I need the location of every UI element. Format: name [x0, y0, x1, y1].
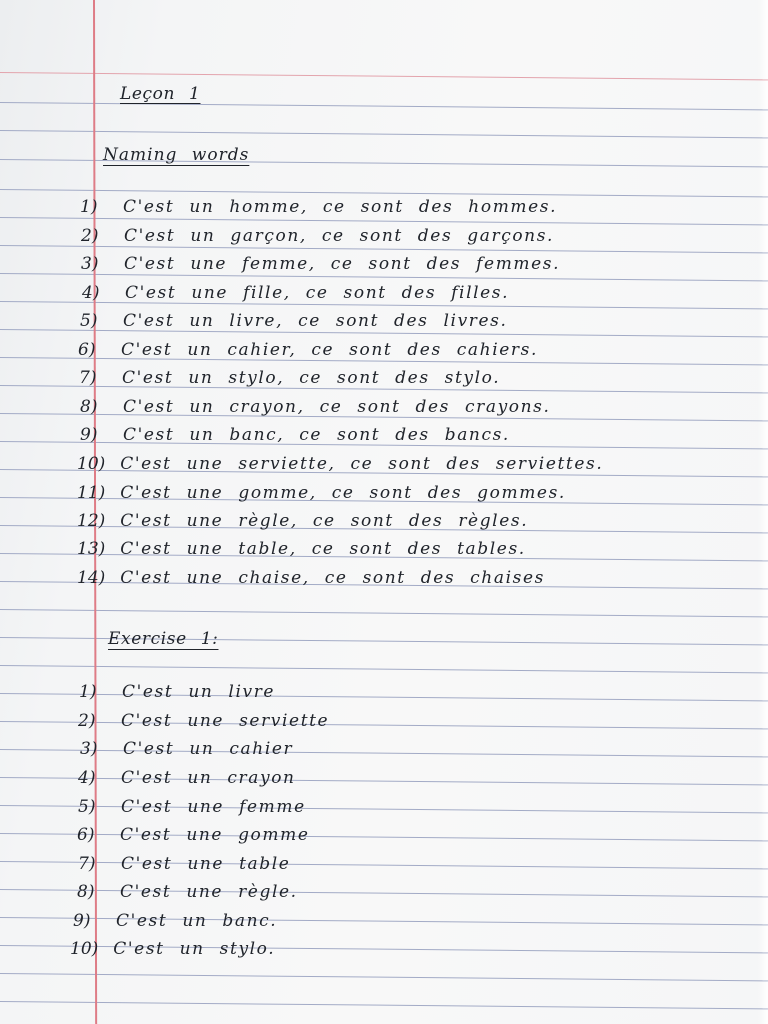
item-text: C'est un homme, ce sont des hommes.	[123, 197, 558, 217]
naming-words-item	[77, 454, 603, 474]
naming-words-item	[77, 483, 566, 503]
item-number: 2)	[81, 226, 99, 246]
item-number: 12)	[77, 511, 106, 531]
item-text: C'est une femme, ce sont des femmes.	[124, 254, 561, 274]
item-text: C'est une serviette, ce sont des serviettes.	[120, 454, 604, 474]
exercise-item	[77, 825, 310, 845]
item-text: C'est une serviette	[121, 711, 330, 731]
item-text: C'est une gomme	[120, 825, 310, 845]
naming-words-item	[81, 226, 554, 246]
item-number: 3)	[80, 739, 98, 759]
item-text: C'est une chaise, ce sont des chaises	[120, 568, 545, 588]
naming-words-item	[80, 311, 507, 331]
item-text: C'est un stylo.	[113, 939, 276, 959]
item-number: 9)	[73, 911, 91, 931]
item-text: C'est un banc.	[116, 911, 278, 931]
item-number: 4)	[82, 283, 100, 303]
item-text: C'est un stylo, ce sont des stylo.	[122, 368, 501, 388]
naming-words-item	[78, 340, 538, 360]
naming-words-item	[79, 368, 500, 388]
exercise-heading: Exercise 1:	[108, 629, 219, 649]
item-text: C'est une femme	[121, 797, 306, 817]
naming-words-item	[81, 254, 560, 274]
item-number: 6)	[77, 825, 95, 845]
item-text: C'est un crayon, ce sont des crayons.	[123, 397, 551, 417]
item-number: 13)	[77, 539, 106, 559]
item-number: 1)	[79, 682, 97, 702]
item-text: C'est une règle.	[120, 882, 298, 902]
item-text: C'est une table, ce sont des tables.	[120, 539, 526, 559]
naming-words-item	[80, 197, 557, 217]
exercise-item	[78, 768, 296, 788]
naming-words-item	[77, 568, 545, 588]
item-number: 10)	[70, 939, 99, 959]
item-number: 7)	[78, 854, 96, 874]
item-text: C'est un cahier	[123, 739, 294, 759]
item-text: C'est un cahier, ce sont des cahiers.	[121, 340, 538, 360]
item-number: 8)	[77, 882, 95, 902]
item-text: C'est un garçon, ce sont des garçons.	[124, 226, 555, 246]
item-number: 10)	[77, 454, 106, 474]
naming-words-item	[77, 511, 528, 531]
exercise-item	[78, 711, 329, 731]
lesson-title: Leçon 1	[120, 84, 201, 104]
naming-words-heading: Naming words	[103, 145, 250, 165]
naming-words-item	[80, 425, 510, 445]
item-text: C'est un livre	[122, 682, 276, 702]
item-number: 4)	[78, 768, 96, 788]
exercise-item	[70, 939, 275, 959]
item-number: 2)	[78, 711, 96, 731]
item-number: 9)	[80, 425, 98, 445]
item-number: 11)	[77, 483, 106, 503]
item-text: C'est une table	[121, 854, 291, 874]
item-number: 8)	[80, 397, 98, 417]
item-number: 5)	[80, 311, 98, 331]
item-number: 5)	[78, 797, 96, 817]
exercise-item	[77, 882, 298, 902]
item-text: C'est un livre, ce sont des livres.	[123, 311, 508, 331]
exercise-item	[73, 911, 277, 931]
item-text: C'est une règle, ce sont des règles.	[120, 511, 529, 531]
item-number: 7)	[79, 368, 97, 388]
item-number: 6)	[78, 340, 96, 360]
exercise-item	[78, 854, 290, 874]
naming-words-item	[77, 539, 526, 559]
item-text: C'est une fille, ce sont des filles.	[125, 283, 510, 303]
item-text: C'est un banc, ce sont des bancs.	[123, 425, 510, 445]
item-number: 3)	[81, 254, 99, 274]
item-number: 14)	[77, 568, 106, 588]
naming-words-item	[82, 283, 509, 303]
item-text: C'est une gomme, ce sont des gommes.	[120, 483, 566, 503]
exercise-item	[80, 739, 293, 759]
item-text: C'est un crayon	[121, 768, 296, 788]
item-number: 1)	[80, 197, 98, 217]
naming-words-item	[80, 397, 551, 417]
exercise-item	[79, 682, 275, 702]
exercise-item	[78, 797, 306, 817]
